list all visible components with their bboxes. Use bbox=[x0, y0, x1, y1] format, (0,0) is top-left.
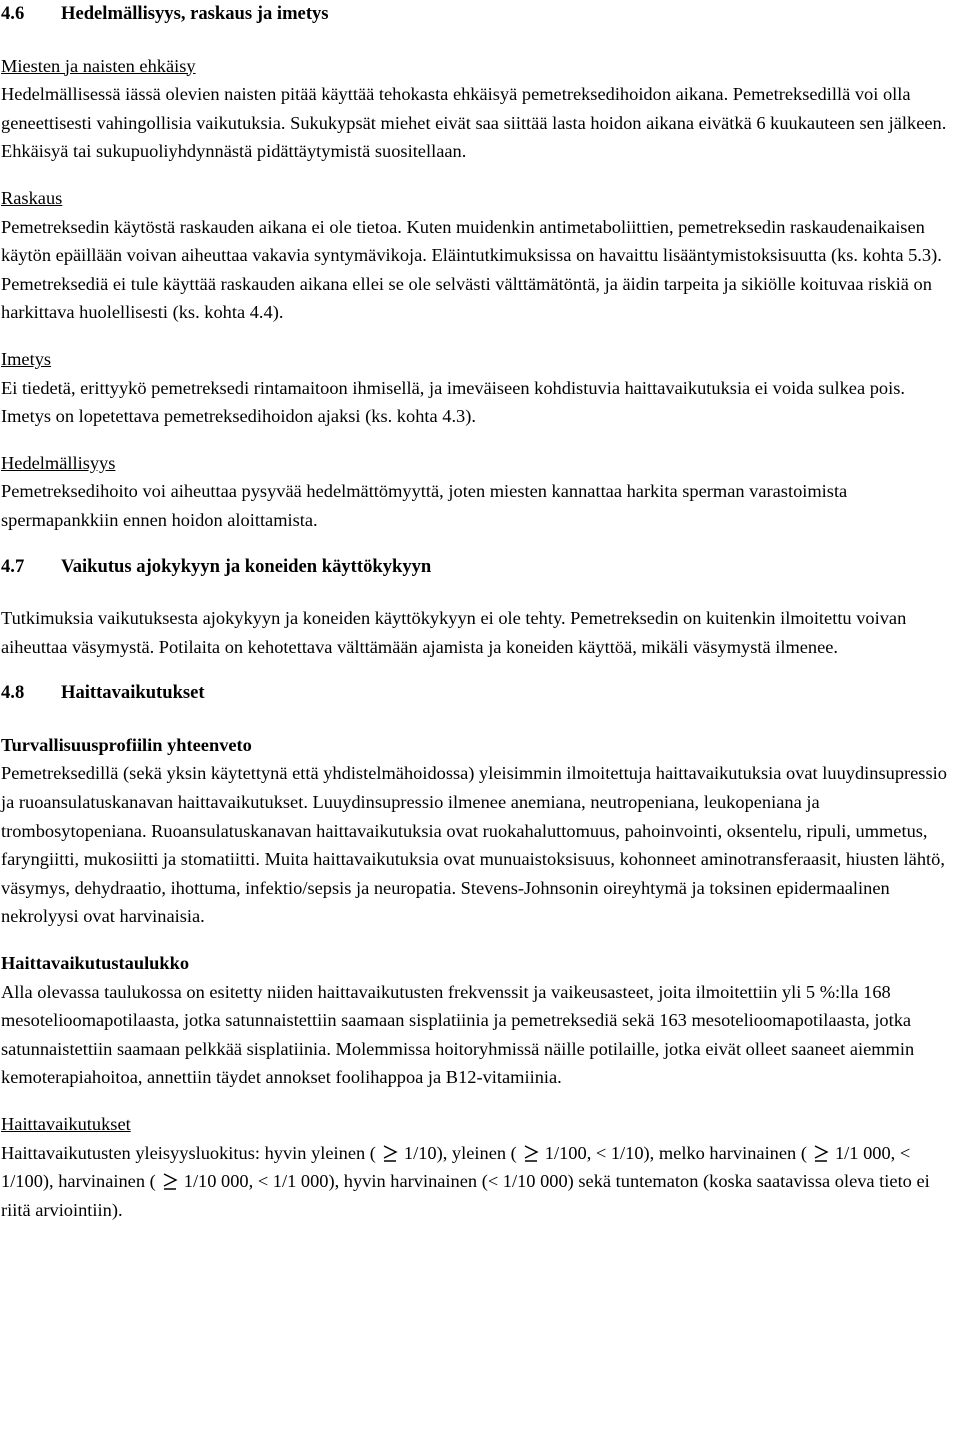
fertility-heading: Hedelmällisyys bbox=[1, 452, 116, 473]
contraception-heading: Miesten ja naisten ehkäisy bbox=[1, 55, 196, 76]
spacer bbox=[1, 535, 957, 553]
section-number: 4.8 bbox=[1, 682, 25, 704]
spacer bbox=[1, 1092, 957, 1110]
frequency-text-part: 1/10), yleinen ( bbox=[403, 1142, 517, 1163]
section-title: Haittavaikutukset bbox=[61, 682, 205, 704]
safety-summary-heading: Turvallisuusprofiilin yhteenveto bbox=[1, 734, 252, 755]
adverse-table-heading: Haittavaikutustaulukko bbox=[1, 953, 190, 974]
spacer bbox=[1, 327, 957, 345]
spacer bbox=[1, 661, 957, 679]
greater-or-equal-icon bbox=[381, 1143, 399, 1163]
contraception-text: Hedelmällisessä iässä olevien naisten pitää käyttää tehokasta ehkäisyä pemetreksedihoidon aikana. Pemetreksedillä voi olla geneettisesti vahingollisia vaikutuksia. Sukukypsät miehet eivät saa siittää lasta hoidon aikana eivätkä 6 kuukauteen sen jälkeen. Ehkäisyä tai sukupuoliyhdynnästä pidättäytymistä suositellaan. bbox=[1, 84, 947, 162]
section-number: 4.6 bbox=[1, 3, 25, 24]
adverse-table-text: Alla olevassa taulukossa on esitetty niiden haittavaikutusten frekvenssit ja vaikeusasteet, joita ilmoitettiin yli 5 %:lla 168 mesotelioomapotilaasta, jotka satunnaistettiin saamaan sisplatiinia ja pemetreksediä sekä 163 mesotelioomapotilaasta, jotka satunnaistettiin saamaan pelkkää sisplatiinia. Molemmissa hoitoryhmissä näille potilaille, jotka eivät olleet saaneet aiemmin kemoterapiahoitoa, annettiin täydet annokset foolihappoa ja B12-vitamiinia. bbox=[1, 981, 915, 1088]
spacer bbox=[1, 29, 957, 52]
section-number: 4.7 bbox=[1, 555, 25, 577]
greater-or-equal-icon bbox=[161, 1171, 179, 1191]
driving-text: Tutkimuksia vaikutuksesta ajokykyyn ja koneiden käyttökykyyn ei ole tehty. Pemetreksedin on kuitenkin ilmoitettu voivan aiheuttaa väsymystä. Potilaita on kehotettava välttämään ajamista ja koneiden käyttöä, mikäli väsymystä ilmenee. bbox=[1, 608, 907, 657]
breastfeeding-heading: Imetys bbox=[1, 348, 52, 369]
greater-or-equal-icon bbox=[812, 1143, 830, 1163]
spacer bbox=[1, 931, 957, 949]
section-4-7-heading bbox=[1, 553, 957, 582]
spacer bbox=[1, 431, 957, 449]
spacer bbox=[1, 708, 957, 731]
frequency-text-part: 1/100, < 1/10), melko harvinainen ( bbox=[544, 1142, 807, 1163]
spacer bbox=[1, 166, 957, 184]
section-title: Hedelmällisyys, raskaus ja imetys bbox=[61, 3, 329, 24]
pregnancy-text: Pemetreksedin käytöstä raskauden aikana ei ole tietoa. Kuten muidenkin antimetaboliittien, pemetreksedin raskaudenaikaisen käytön epäillään voivan aiheuttaa vakavia syntymävikoja. Eläintutkimuksissa on havaittu lisääntymistoksisuutta (ks. kohta 5.3). Pemetreksediä ei tule käyttää raskauden aikana ellei se ole selvästi välttämätöntä, ja äidin tarpeita ja sikiölle koituvaa riskiä on harkittava huolellisesti (ks. kohta 4.4). bbox=[1, 216, 942, 323]
adverse-reactions-heading: Haittavaikutukset bbox=[1, 1114, 131, 1134]
breastfeeding-text: Ei tiedetä, erittyykö pemetreksedi rintamaitoon ihmisellä, ja imeväiseen kohdistuvia haittavaikutuksia ei voida sulkea pois. Imetys on lopetettava pemetreksedihoidon ajaksi (ks. kohta 4.3). bbox=[1, 377, 905, 427]
section-4-8-heading bbox=[1, 679, 957, 708]
frequency-text-part: 1/10 000, < 1/1 000), hyvin harvinainen (< 1/10 000) sekä tuntematon (koska saatavissa oleva tieto ei riitä arviointiin). bbox=[1, 1171, 930, 1220]
section-4-6-heading bbox=[1, 0, 957, 29]
greater-or-equal-icon bbox=[522, 1143, 540, 1163]
spacer bbox=[1, 581, 957, 604]
frequency-classification-text bbox=[1, 1139, 957, 1225]
section-title: Vaikutus ajokykyyn ja koneiden käyttökykyyn bbox=[61, 555, 432, 577]
frequency-text-part: 1/1 000, < 1/100), harvinainen ( bbox=[1, 1142, 911, 1192]
frequency-text-part: Haittavaikutusten yleisyysluokitus: hyvin yleinen ( bbox=[1, 1142, 376, 1163]
pregnancy-heading: Raskaus bbox=[1, 187, 63, 208]
safety-summary-text: Pemetreksedillä (sekä yksin käytettynä että yhdistelmähoidossa) yleisimmin ilmoitettuja haittavaikutuksia ovat luuydinsupressio ja ruoansulatuskanavan haittavaikutukset. Luuydinsupressio ilmenee anemiana, neutropeniana, leukopeniana ja trombosytopeniana. Ruoansulatuskanavan haittavaikutuksia ovat ruokahaluttomuus, pahoinvointi, oksentelu, ripuli, ummetus, faryngiitti, mukosiitti ja stomatiitti. Muita haittavaikutuksia ovat munuaistoksisuus, kohonneet aminotransferaasit, hiusten lähtö, väsymys, dehydraatio, ihottuma, infektio/sepsis ja neuropatia. Stevens-Johnsonin oireyhtymä ja toksinen epidermaalinen nekrolyysi ovat harvinaisia. bbox=[1, 763, 947, 927]
fertility-text: Pemetreksedihoito voi aiheuttaa pysyvää hedelmättömyyttä, joten miesten kannattaa harkita sperman varastoimista spermapankkiin ennen hoidon aloittamista. bbox=[1, 481, 848, 530]
